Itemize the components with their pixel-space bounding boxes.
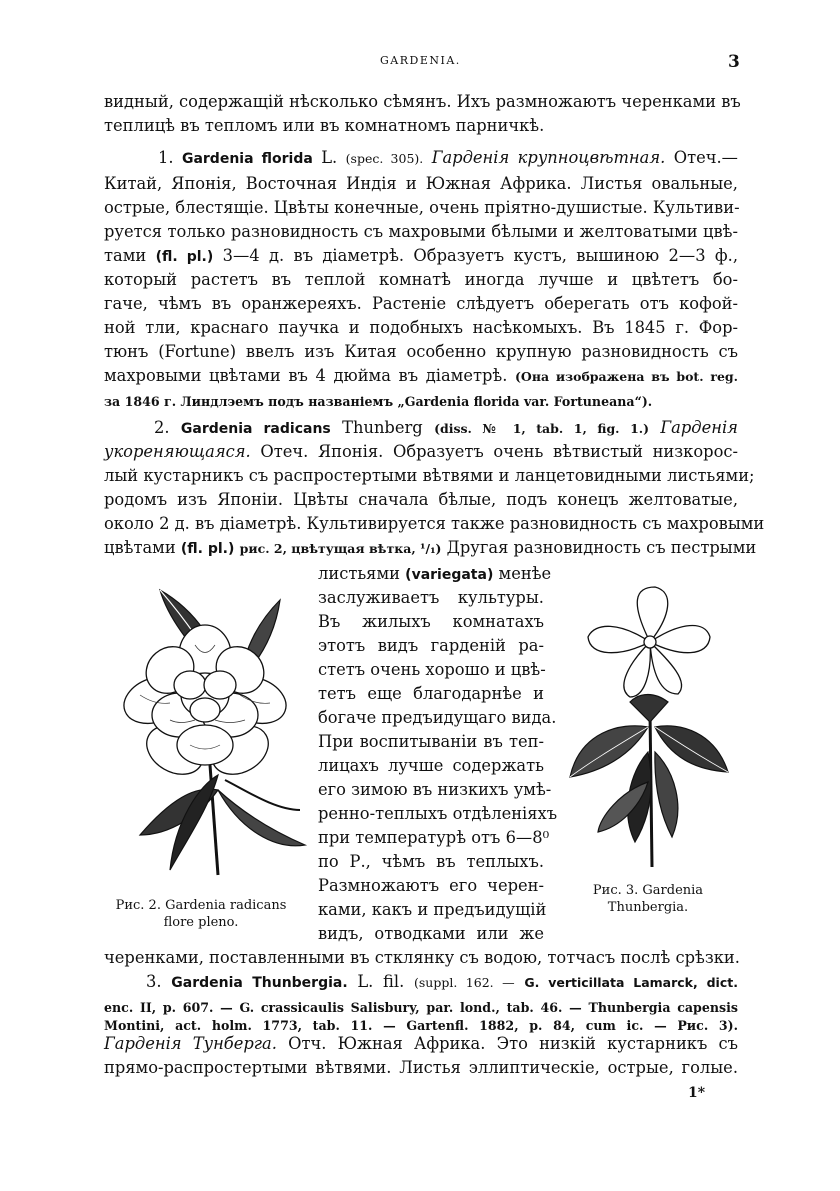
russian-name: Гарденія [660,418,738,437]
reference-line: enc. II, p. 607. — G. crassicaulis Salisbury, par. lond., tab. 46. — Thunbergia capensis [104,1000,738,1015]
text-line: стетъ очень хорошо и цвѣ- [318,660,546,679]
text-line: видный, содержащій нѣсколько сѣмянъ. Ихъ размножаютъ черенками въ [104,92,741,111]
text-line: острые, блестящіе. Цвѣты конечные, очень пріятно-душистые. Культиви- [104,198,740,217]
gardenia-single-flower-illustration [560,582,730,872]
text-line: его зимою въ низкихъ умѣ- [318,780,552,799]
text-line: этотъ видъ гарденій ра- [318,636,544,655]
species-name: Gardenia florida [181,151,313,167]
text-line: укореняющаяся. Отеч. Японія. Образуетъ очень вѣтвистый низкорос- [104,442,738,461]
gardenia-double-flower-illustration [100,585,310,885]
running-header [0,52,840,72]
text-line: черенками, поставленными въ стклянку съ водою, тотчасъ послѣ срѣзки. [104,948,740,967]
page-number: 3 [728,52,740,72]
running-title: GARDENIA. [380,54,461,67]
text-line: ной тли, краснаго паучка и подобныхъ насѣкомыхъ. Въ 1845 г. Фор- [104,318,738,337]
text-line: цвѣтами (fl. pl.) рис. 2, цвѣтущая вѣтка, ¹/₁) Другая разновидность съ пестрыми [104,538,757,557]
russian-name: Гарденія Тунберга. [104,1034,277,1053]
text-line: листьями (variegata) менѣе [318,564,552,583]
entry-3-heading: 3. Gardenia Thunbergia. L. fil. (suppl. 162. — G. verticillata Lamarck, dict. [146,972,738,991]
text-line: лый кустарникъ съ распростертыми вѣтвями и ланцетовидными листьями; [104,466,755,485]
text-line: руется только разновидность съ махровыми бѣлыми и желтоватыми цвѣ- [104,222,738,241]
species-name: Gardenia radicans [180,421,331,437]
text-line: тюнъ (Fortune) ввелъ изъ Китая особенно крупную разновидность съ [104,342,738,361]
text-line: тетъ еще благодарнѣе и [318,684,544,703]
text-line: богаче предъидущаго вида. [318,708,557,727]
text-line: около 2 д. въ діаметрѣ. Культивируется также разновидность съ махровыми [104,514,765,533]
text-line: При воспитываніи въ теп- [318,732,544,751]
figure-2-caption: Рис. 2. Gardenia radicans flore pleno. [115,898,287,930]
text-line: тами (fl. pl.) 3—4 д. въ діаметрѣ. Образуетъ кустъ, вышиною 2—3 ф., [104,246,738,265]
figure-3-caption: Рис. 3. Gardenia Thunbergia. [592,883,704,915]
entry-1-heading: 1. Gardenia florida L. (spec. 305). Гарденія крупноцвѣтная. Отеч.— [158,148,738,167]
text-line: видъ, отводками или же [318,924,544,943]
text-line: Въ жилыхъ комнатахъ [318,612,544,631]
note-line: за 1846 г. Линдлэемъ подъ названіемъ „Gardenia florida var. Fortuneana“). [104,394,653,409]
signature-mark: 1* [688,1085,706,1101]
russian-name: Гарденія крупноцвѣтная. [431,148,666,167]
text-line: Китай, Японія, Восточная Индія и Южная Африка. Листья овальные, [104,174,738,193]
species-name: Gardenia Thunbergia. [171,975,348,991]
text-line: лицахъ лучше содержать [318,756,544,775]
text-line: гаче, чѣмъ въ оранжереяхъ. Растеніе слѣдуетъ оберегать отъ кофой- [104,294,738,313]
text-line: заслуживаетъ культуры. [318,588,544,607]
text-line: родомъ изъ Японіи. Цвѣты сначала бѣлые, подъ конецъ желтоватые, [104,490,738,509]
entry-2-heading: 2. Gardenia radicans Thunberg (diss. № 1, tab. 1, fig. 1.) Гарденія [154,418,738,437]
text-line: который растетъ въ теплой комнатѣ иногда лучше и цвѣтетъ бо- [104,270,738,289]
text-line: ками, какъ и предъидущій [318,900,547,919]
text-line: по Р., чѣмъ въ теплыхъ. [318,852,544,871]
reference-line: Montini, act. holm. 1773, tab. 11. — Gartenfl. 1882, p. 84, cum ic. — Рис. 3). [104,1018,738,1033]
text-line: Гарденія Тунберга. Отч. Южная Африка. Это низкій кустарникъ съ [104,1034,738,1053]
text-line: теплицѣ въ тепломъ или въ комнатномъ парничкѣ. [104,116,545,135]
text-line: Размножаютъ его черен- [318,876,544,895]
text-line: при температурѣ отъ 6—8⁰ [318,828,550,847]
text-line: прямо-распростертыми вѣтвями. Листья эллиптическіе, острые, голые. [104,1058,738,1077]
text-line: махровыми цвѣтами въ 4 дюйма въ діаметрѣ. (Она изображена въ bot. reg. [104,366,738,385]
text-line: ренно-теплыхъ отдѣленіяхъ [318,804,558,823]
